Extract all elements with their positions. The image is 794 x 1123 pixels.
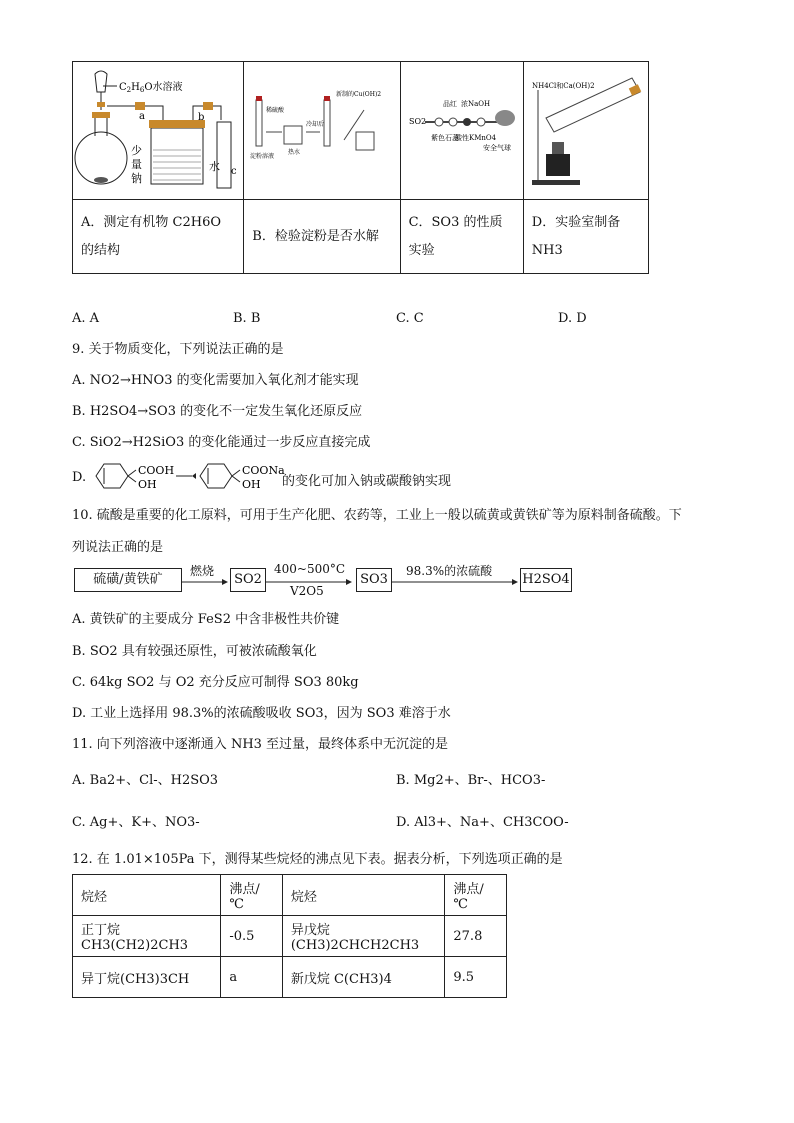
label-litmus: 紫色石蕊 bbox=[430, 134, 459, 142]
q11-option-c[interactable]: C. Ag+、K+、NO3- bbox=[72, 815, 200, 830]
label-cuoh2: 新制的Cu(OH)2 bbox=[336, 91, 382, 98]
label-a: a bbox=[139, 111, 145, 122]
q9-option-a[interactable]: A. NO2→HNO3 的变化需要加入氧化剂才能实现 bbox=[72, 373, 359, 388]
label-balloon: 安全气球 bbox=[482, 144, 511, 152]
caption-b-text: B．检验淀粉是否水解 bbox=[252, 228, 379, 244]
q10-option-d[interactable]: D. 工业上选择用 98.3%的浓硫酸吸收 SO3，因为 SO3 难溶于水 bbox=[72, 706, 451, 721]
apparatus-d-image bbox=[524, 62, 648, 195]
label-water: 水 bbox=[209, 160, 220, 173]
label-shao: 少 bbox=[131, 144, 142, 157]
flow-arrow2 bbox=[266, 576, 354, 588]
q8-caption-a bbox=[73, 200, 244, 274]
caption-c-text: C．SO3 的性质实验 bbox=[408, 214, 503, 258]
q8-option-b[interactable]: B. B bbox=[233, 311, 261, 326]
cell-n-butane-bp: -0.5 bbox=[221, 916, 282, 957]
q8-image-a bbox=[73, 62, 244, 200]
q8-option-c[interactable]: C. C bbox=[396, 311, 424, 326]
q9-stem: 9. 关于物质变化，下列说法正确的是 bbox=[72, 342, 284, 357]
flow-arrow1-label: 燃烧 bbox=[190, 564, 215, 578]
q10-option-a[interactable]: A. 黄铁矿的主要成分 FeS2 中含非极性共价键 bbox=[72, 612, 340, 627]
cell-isobutane: 异丁烷(CH3)3CH bbox=[73, 957, 221, 998]
q10-stem-line1: 10. 硫酸是重要的化工原料，可用于生产化肥、农药等，工业上一般以硫黄或黄铁矿等为原料制备硫酸。下 bbox=[72, 508, 682, 523]
table-row bbox=[73, 957, 507, 998]
q12-table bbox=[72, 874, 507, 998]
q8-image-c bbox=[400, 62, 523, 200]
label-cool: 冷却后 bbox=[306, 121, 325, 128]
label-naoh: 浓NaOH bbox=[460, 100, 490, 108]
label-hot-water: 热水 bbox=[288, 149, 301, 156]
q9-d-left-cooh: COOH bbox=[138, 464, 175, 477]
label-na: 钠 bbox=[131, 172, 142, 185]
flow-arrow2-top: 400~500°C bbox=[274, 562, 346, 576]
table-row bbox=[73, 916, 507, 957]
cell-isopentane: 异戊烷(CH3)2CHCH2CH3 bbox=[282, 916, 445, 957]
q9-d-right-oh: OH bbox=[242, 478, 261, 491]
q9-d-left-oh: OH bbox=[138, 478, 157, 491]
apparatus-a-image bbox=[73, 62, 243, 195]
q8-caption-d bbox=[523, 200, 648, 274]
flow-arrow3 bbox=[392, 576, 520, 588]
q12-stem: 12. 在 1.01×105Pa 下，测得某些烷烃的沸点见下表。据表分析，下列选项正确的是 bbox=[72, 852, 563, 867]
q8-caption-c bbox=[400, 200, 523, 274]
cell-isopentane-bp: 27.8 bbox=[445, 916, 507, 957]
q8-table bbox=[72, 61, 649, 274]
label-liang: 量 bbox=[131, 158, 142, 171]
header-alkane-2: 烷烃 bbox=[282, 875, 445, 916]
cell-neopentane-bp: 9.5 bbox=[445, 957, 507, 998]
caption-a-text: A．测定有机物 C2H6O 的结构 bbox=[81, 214, 222, 258]
q8-caption-b bbox=[244, 200, 400, 274]
label-starch: 淀粉溶液 bbox=[250, 153, 275, 160]
flow-box-h2so4: H2SO4 bbox=[520, 568, 572, 592]
q8-image-d bbox=[523, 62, 648, 200]
label-kmno4: 酸性KMnO4 bbox=[454, 134, 496, 142]
q11-option-a[interactable]: A. Ba2+、Cl-、H2SO3 bbox=[72, 773, 219, 788]
flow-box-so2: SO2 bbox=[230, 568, 266, 592]
label-c2h6o: $C_2H_6O$水溶液 bbox=[119, 82, 183, 94]
label-b: b bbox=[198, 112, 205, 123]
q10-flowchart bbox=[72, 562, 572, 602]
q10-option-c[interactable]: C. 64kg SO2 与 O2 充分反应可制得 SO3 80kg bbox=[72, 675, 359, 690]
q9-option-d[interactable] bbox=[72, 460, 492, 492]
q11-stem: 11. 向下列溶液中逐渐通入 NH3 至过量，最终体系中无沉淀的是 bbox=[72, 737, 449, 752]
header-bp-2: 沸点/℃ bbox=[445, 875, 507, 916]
label-c: c bbox=[231, 166, 237, 177]
cell-neopentane: 新戊烷 C(CH3)4 bbox=[282, 957, 445, 998]
q11-option-d[interactable]: D. Al3+、Na+、CH3COO- bbox=[396, 815, 569, 830]
apparatus-b-image bbox=[244, 62, 399, 195]
label-dilute-acid: 稀硫酸 bbox=[266, 107, 285, 114]
flow-arrow1 bbox=[182, 576, 230, 588]
header-bp-1: 沸点/℃ bbox=[221, 875, 282, 916]
flow-box-raw: 硫磺/黄铁矿 bbox=[74, 568, 182, 592]
q8-option-d[interactable]: D. D bbox=[558, 311, 587, 326]
cell-n-butane: 正丁烷 CH3(CH2)2CH3 bbox=[73, 916, 221, 957]
label-so2: SO2 bbox=[408, 117, 426, 126]
flow-box-so3: SO3 bbox=[356, 568, 392, 592]
apparatus-c-image bbox=[401, 62, 523, 195]
label-nh4cl: NH4Cl和Ca(OH)2 bbox=[531, 82, 595, 90]
cell-isobutane-bp: a bbox=[221, 957, 282, 998]
q9-d-structure bbox=[92, 460, 292, 492]
q9-option-b[interactable]: B. H2SO4→SO3 的变化不一定发生氧化还原反应 bbox=[72, 404, 363, 419]
q8-option-a[interactable]: A. A bbox=[72, 311, 100, 326]
q9-option-c[interactable]: C. SiO2→H2SiO3 的变化能通过一步反应直接完成 bbox=[72, 435, 371, 450]
flow-arrow2-bottom: V2O5 bbox=[290, 584, 324, 598]
q10-option-b[interactable]: B. SO2 具有较强还原性，可被浓硫酸氧化 bbox=[72, 644, 317, 659]
q9-d-prefix: D. bbox=[72, 470, 87, 485]
flow-arrow3-label: 98.3%的浓硫酸 bbox=[406, 564, 493, 578]
label-pinhong: 品红 bbox=[442, 100, 457, 108]
q8-image-b bbox=[244, 62, 400, 200]
q10-stem-line2: 列说法正确的是 bbox=[72, 540, 164, 555]
header-alkane-1: 烷烃 bbox=[73, 875, 221, 916]
q9-d-suffix: 的变化可加入钠或碳酸钠实现 bbox=[282, 474, 452, 489]
table-header-row bbox=[73, 875, 507, 916]
caption-d-text: D．实验室制备NH3 bbox=[531, 214, 621, 258]
q9-d-right-coona: COONa bbox=[242, 464, 285, 477]
q11-option-b[interactable]: B. Mg2+、Br-、HCO3- bbox=[396, 773, 546, 788]
